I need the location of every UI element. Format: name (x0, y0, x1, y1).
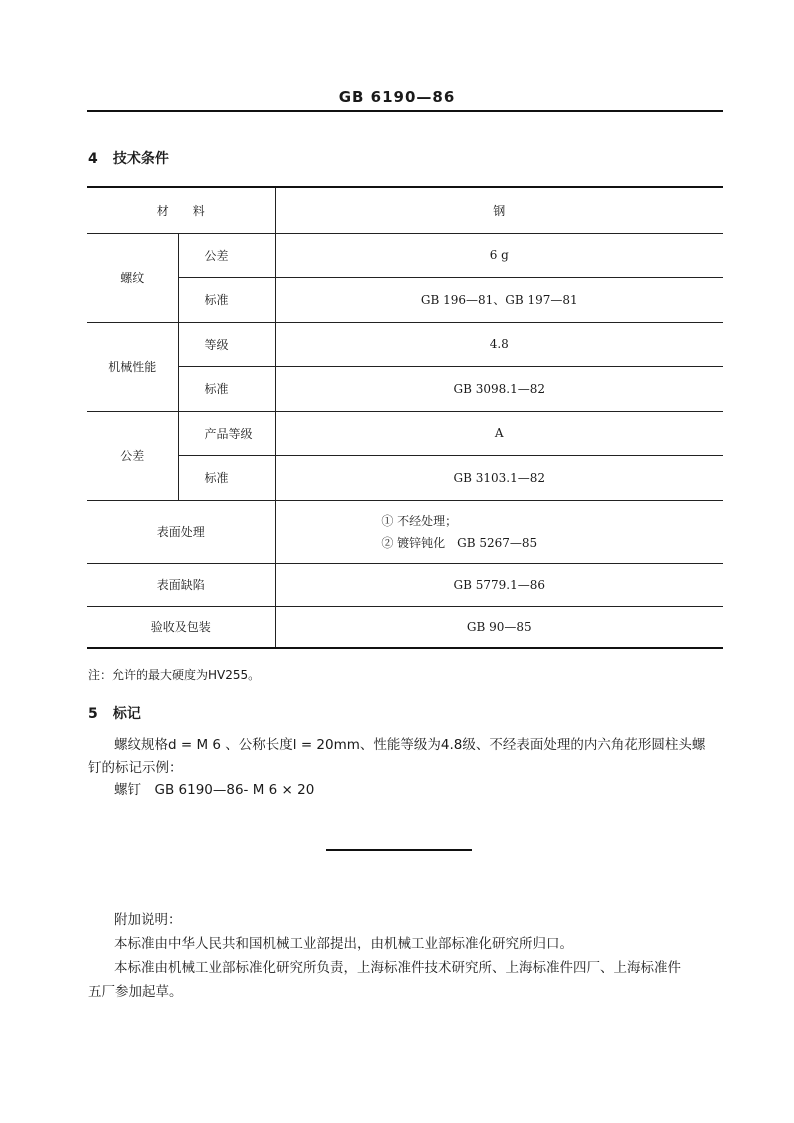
marking-example: 螺钉 GB 6190—86- M 6 × 20 (114, 782, 315, 798)
product-grade-value: A (275, 411, 723, 455)
hardness-note: 注：允许的最大硬度为HV255。 (88, 668, 261, 682)
mechanical-grade-value: 4.8 (275, 322, 723, 366)
thread-tolerance-value: 6 g (275, 233, 723, 277)
table-row (87, 500, 723, 563)
end-rule (326, 849, 472, 851)
acceptance-packaging-value: GB 90—85 (275, 606, 723, 648)
table-row (87, 366, 723, 411)
mechanical-standard-label: 标准 (178, 366, 275, 411)
surface-treatment-option-2: ② 镀锌钝化 GB 5267—85 (381, 535, 538, 550)
thread-tolerance-label: 公差 (178, 233, 275, 277)
marking-description-line-1: 螺纹规格d = M 6 、公称长度l = 20mm、性能等级为4.8级、不经表面处理的内六角花形圆柱头螺 (114, 737, 706, 753)
section-5-title: 标记 (112, 706, 141, 722)
section-4-heading (88, 148, 169, 168)
section-5-heading (88, 703, 141, 723)
mechanical-standard-value: GB 3098.1—82 (275, 366, 723, 411)
thread-standard-label: 标准 (178, 277, 275, 322)
table-row (87, 233, 723, 277)
mechanical-properties-label: 机械性能 (87, 322, 178, 411)
appendix-line-3: 五厂参加起草。 (88, 984, 183, 1000)
appendix-line-2: 本标准由机械工业部标准化研究所负责，上海标准件技术研究所、上海标准件四厂、上海标准件 (114, 960, 681, 976)
mechanical-grade-label: 等级 (178, 322, 275, 366)
standard-code-header: GB 6190—86 (338, 88, 456, 106)
acceptance-packaging-label: 验收及包装 (87, 606, 275, 648)
section-5-number: 5 (88, 706, 98, 722)
tolerance-standard-value: GB 3103.1—82 (275, 455, 723, 500)
material-label: 材 料 (87, 187, 275, 233)
marking-description-line-2: 钉的标记示例： (88, 760, 183, 776)
tolerance-label: 公差 (87, 411, 178, 500)
table-row (87, 455, 723, 500)
table-row (87, 606, 723, 648)
header-rule (87, 110, 723, 112)
surface-treatment-option-1: ① 不经处理； (381, 513, 458, 528)
tolerance-standard-label: 标准 (178, 455, 275, 500)
section-4-title: 技术条件 (112, 151, 169, 167)
material-value: 钢 (275, 187, 723, 233)
technical-conditions-table (87, 186, 723, 649)
table-row (87, 277, 723, 322)
thread-standard-value: GB 196—81、GB 197—81 (275, 277, 723, 322)
surface-treatment-options (381, 510, 537, 554)
section-4-number: 4 (88, 151, 98, 167)
thread-label: 螺纹 (87, 233, 178, 322)
table-row (87, 322, 723, 366)
table-row (87, 563, 723, 606)
appendix-title: 附加说明： (114, 912, 182, 928)
surface-defects-label: 表面缺陷 (87, 563, 275, 606)
table-row (87, 187, 723, 233)
surface-defects-value: GB 5779.1—86 (275, 563, 723, 606)
table-row (87, 411, 723, 455)
product-grade-label: 产品等级 (178, 411, 275, 455)
appendix-line-1: 本标准由中华人民共和国机械工业部提出，由机械工业部标准化研究所归口。 (114, 936, 573, 952)
surface-treatment-label: 表面处理 (87, 500, 275, 563)
